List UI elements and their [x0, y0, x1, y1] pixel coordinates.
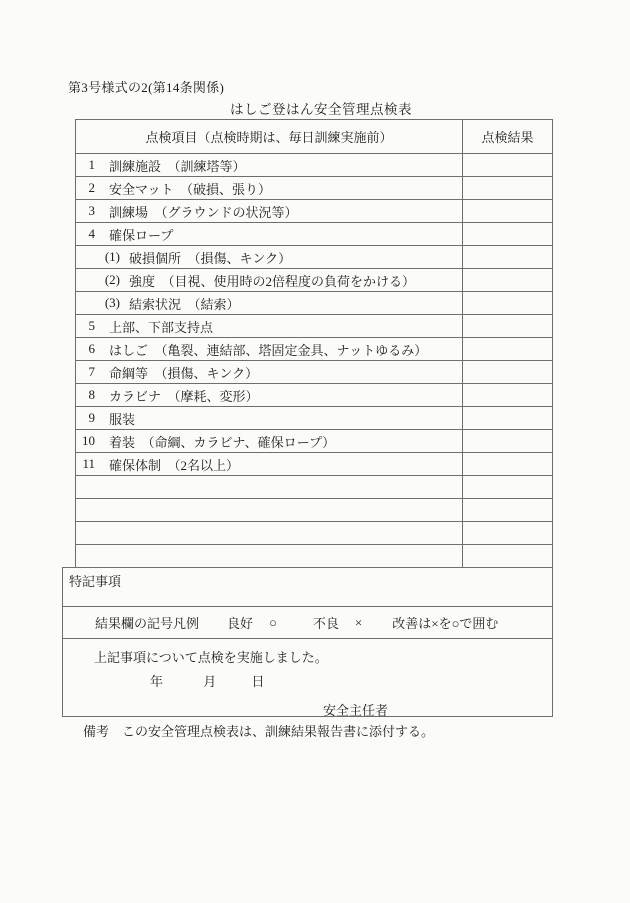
result-cell — [463, 223, 552, 245]
item-cell — [76, 453, 463, 475]
signature-box — [63, 639, 552, 716]
result-cell — [463, 361, 552, 383]
item-number: 5 — [88, 318, 95, 333]
item-text: 訓練場 （グラウンドの状況等） — [109, 204, 298, 220]
item-cell — [76, 384, 463, 406]
item-text: 確保ロープ — [109, 227, 174, 243]
table-row — [76, 176, 552, 199]
result-cell — [463, 384, 552, 406]
item-text: はしご （亀裂、連結部、塔固定金具、ナットゆるみ） — [109, 342, 428, 358]
table-row — [76, 452, 552, 475]
bottom-section — [62, 567, 553, 717]
item-cell — [76, 522, 463, 544]
item-cell — [76, 476, 463, 498]
result-cell — [463, 177, 552, 199]
item-text: 破損個所 （損傷、キンク） — [129, 250, 292, 266]
item-number: (1) — [104, 249, 120, 264]
item-text: 着装 （命綱、カラビナ、確保ロープ） — [109, 434, 336, 450]
item-number: 6 — [88, 341, 95, 356]
item-cell — [76, 154, 463, 176]
inspection-table — [75, 119, 553, 567]
table-row — [76, 337, 552, 360]
circle-symbol: ○ — [269, 614, 277, 630]
item-cell — [76, 430, 463, 452]
table-row-empty — [76, 498, 552, 521]
item-text: 訓練施設 （訓練塔等） — [109, 158, 246, 174]
table-row — [76, 153, 552, 176]
legend-note: 改善は×を○で囲む — [392, 616, 499, 631]
item-text: 命綱等 （損傷、キンク） — [109, 365, 259, 381]
legend-label: 結果欄の記号凡例 — [95, 616, 200, 631]
result-cell — [463, 522, 552, 544]
result-cell — [463, 499, 552, 521]
legend-bad-label: 不良 — [312, 616, 339, 631]
remark-note: 備考 この安全管理点検表は、訓練結果報告書に添付する。 — [83, 724, 435, 739]
page-title: はしご登はん安全管理点検表 — [230, 102, 412, 117]
table-row-empty — [76, 475, 552, 498]
item-text: 結索状況 （結索） — [129, 296, 240, 312]
item-number: 3 — [88, 203, 95, 218]
legend-row — [63, 607, 552, 639]
result-cell — [463, 476, 552, 498]
result-cell — [463, 545, 552, 567]
item-cell — [76, 177, 463, 199]
table-row — [76, 429, 552, 452]
item-cell — [76, 407, 463, 429]
item-cell — [76, 292, 463, 314]
item-text: 確保体制 （2名以上） — [109, 457, 240, 473]
month-label: 月 — [203, 674, 217, 689]
item-text: カラビナ （摩耗、変形） — [109, 388, 259, 404]
item-number: 8 — [88, 387, 95, 402]
item-text: 服装 — [109, 411, 136, 427]
notes-label: 特記事項 — [69, 574, 122, 589]
item-number: 9 — [88, 410, 95, 425]
item-number: (3) — [104, 295, 120, 310]
notes-box — [63, 568, 552, 607]
item-number: 11 — [82, 456, 95, 471]
legend-good-label: 良好 — [227, 616, 254, 631]
signer-label: 安全主任者 — [323, 703, 389, 718]
item-cell — [76, 223, 463, 245]
table-row — [76, 245, 552, 268]
item-cell — [76, 269, 463, 291]
item-text: 強度 （目視、使用時の2倍程度の負荷をかける） — [129, 273, 416, 289]
table-row — [76, 268, 552, 291]
item-cell — [76, 338, 463, 360]
cross-symbol: × — [354, 614, 363, 630]
day-label: 日 — [251, 674, 265, 689]
item-cell — [76, 545, 463, 567]
item-number: 1 — [88, 157, 95, 172]
result-cell — [463, 430, 552, 452]
item-cell — [76, 200, 463, 222]
item-cell — [76, 246, 463, 268]
item-cell — [76, 499, 463, 521]
table-row — [76, 291, 552, 314]
signature-statement: 上記事項について点検を実施しました。 — [94, 650, 328, 665]
table-row-empty — [76, 544, 552, 567]
result-cell — [463, 200, 552, 222]
result-cell — [463, 269, 552, 291]
table-row — [76, 314, 552, 337]
date-line — [63, 671, 552, 690]
table-row — [76, 406, 552, 429]
table-row — [76, 383, 552, 406]
year-label: 年 — [150, 674, 164, 689]
table-row — [76, 199, 552, 222]
table-header-row — [76, 120, 552, 153]
result-cell — [463, 292, 552, 314]
item-number: 10 — [82, 433, 95, 448]
result-cell — [463, 154, 552, 176]
item-column-header: 点検項目（点検時期は、毎日訓練実施前） — [76, 120, 463, 153]
result-cell — [463, 453, 552, 475]
table-row — [76, 360, 552, 383]
result-column-header: 点検結果 — [481, 130, 534, 145]
item-number: 7 — [88, 364, 95, 379]
form-number: 第3号様式の2(第14条関係) — [68, 80, 225, 95]
result-cell — [463, 315, 552, 337]
item-cell — [76, 361, 463, 383]
item-number: 2 — [88, 180, 95, 195]
result-cell — [463, 246, 552, 268]
item-cell — [76, 315, 463, 337]
result-cell — [463, 338, 552, 360]
item-text: 安全マット （破損、張り） — [109, 181, 271, 197]
table-row-empty — [76, 521, 552, 544]
table-row — [76, 222, 552, 245]
item-number: (2) — [104, 272, 120, 287]
item-number: 4 — [88, 226, 95, 241]
item-text: 上部、下部支持点 — [109, 319, 214, 335]
result-cell — [463, 407, 552, 429]
